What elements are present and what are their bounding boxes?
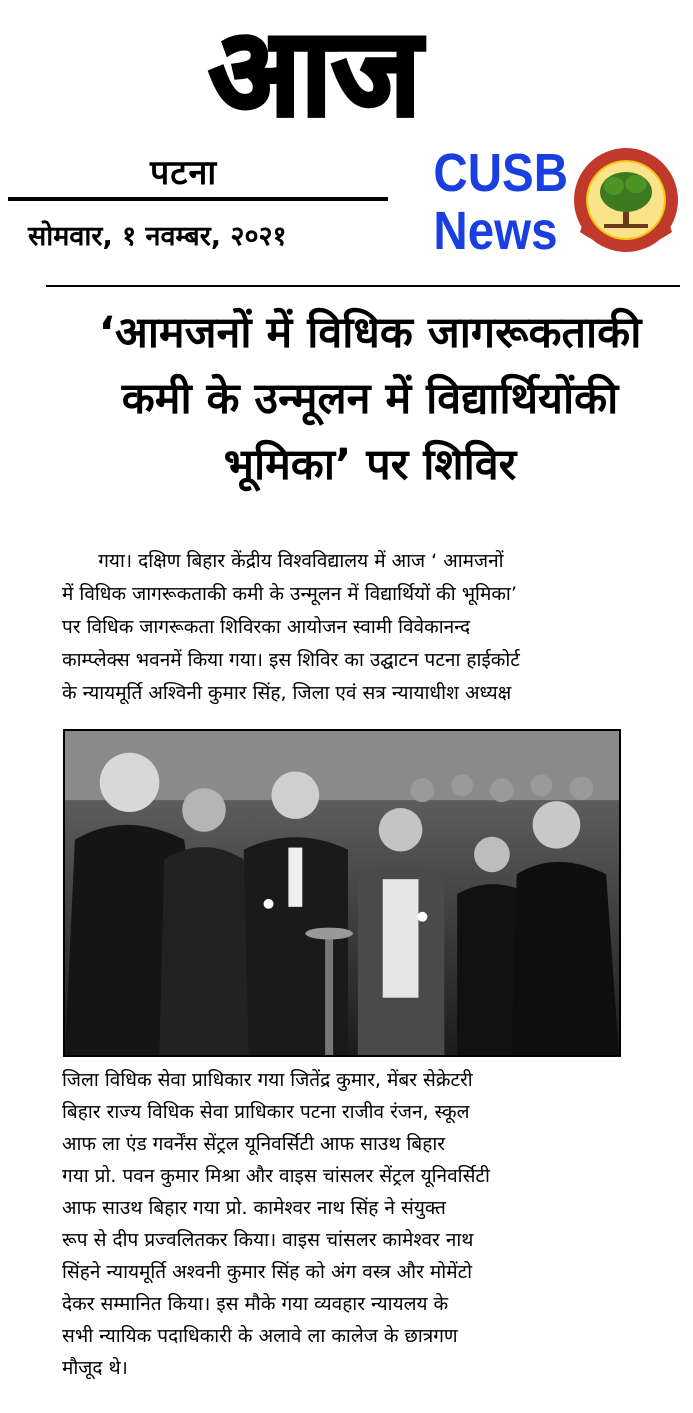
headline-line-1: ‘आमजनों में विधिक जागरूकताकी	[98, 308, 642, 358]
body-line: सिंहने न्यायमूर्ति अश्वनी कुमार सिंह को अंग वस्त्र और मोमेंटो	[62, 1261, 473, 1283]
article-headline	[60, 300, 680, 498]
cusb-news-badge	[425, 143, 569, 261]
edition-date: सोमवार, १ नवम्बर, २०२१	[28, 221, 287, 252]
body-line: बिहार राज्य विधिक सेवा प्राधिकार पटना राजीव रंजन, स्कूल	[62, 1101, 470, 1123]
newspaper-masthead	[150, 6, 480, 136]
body-line: सभी न्यायिक पदाधिकारी के अलावे ला कालेज के छात्रगण	[62, 1325, 458, 1347]
badge-line-1: CUSB	[433, 143, 569, 203]
body-line: गया। दक्षिण बिहार केंद्रीय विश्वविद्यालय में आज ‘ आमजनों	[62, 550, 504, 572]
body-line: देकर सम्मानित किया। इस मौके गया व्यवहार न्यायलय के	[62, 1293, 449, 1315]
body-line: पर विधिक जागरूकता शिविरका आयोजन स्वामी विवेकानन्द	[62, 616, 471, 638]
masthead-title: आज	[209, 6, 421, 136]
body-line: आफ ला एंड गवर्नेंस सेंट्रल यूनिवर्सिटी आफ साउथ बिहार	[62, 1133, 446, 1155]
body-line: जिला विधिक सेवा प्राधिकार गया जितेंद्र कुमार, मेंबर सेक्रेटरी	[62, 1069, 473, 1091]
event-photo	[63, 729, 621, 1057]
body-line: आफ साउथ बिहार गया प्रो. कामेश्वर नाथ सिंह ने संयुक्त	[62, 1197, 446, 1219]
body-line: गया प्रो. पवन कुमार मिश्रा और वाइस चांसलर सेंट्रल यूनिवर्सिटी	[62, 1165, 490, 1187]
article-divider	[46, 285, 680, 287]
masthead-logo	[150, 6, 480, 136]
body-line: मौजूद थे।	[62, 1357, 128, 1379]
headline-line-2: कमी के उन्मूलन में विद्यार्थियोंकी	[121, 374, 619, 424]
body-line: काम्प्लेक्स भवनमें किया गया। इस शिविर का उद्घाटन पटना हाईकोर्ट	[62, 649, 520, 671]
university-seal-icon	[572, 146, 680, 254]
body-line: के न्यायमूर्ति अश्विनी कुमार सिंह, जिला एवं सत्र न्यायाधीश अध्यक्ष	[62, 682, 512, 704]
header-divider	[8, 197, 388, 201]
edition-city: पटना	[150, 153, 218, 193]
body-line: रूप से दीप प्रज्वलितकर किया। वाइस चांसलर कामेश्वर नाथ	[62, 1229, 474, 1251]
badge-line-2: News	[433, 201, 558, 261]
article-body-part2	[62, 1064, 682, 1384]
body-line: में विधिक जागरूकताकी कमी के उन्मूलन में विद्यार्थियों की भूमिका’	[62, 583, 517, 605]
article-body-part1	[62, 545, 682, 710]
headline-line-3: भूमिका’ पर शिविर	[223, 440, 517, 490]
